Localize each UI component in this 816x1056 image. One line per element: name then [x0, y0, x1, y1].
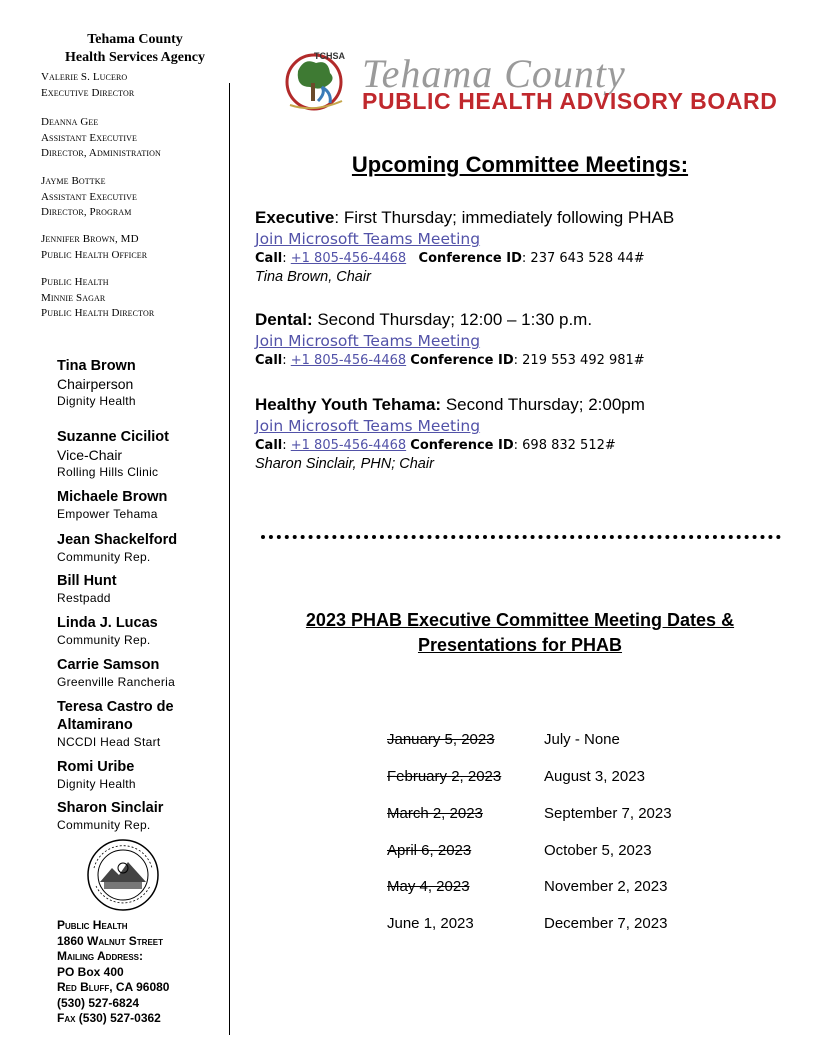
agency-name: Tehama County Health Services Agency	[65, 32, 205, 65]
meeting-date: June 1, 2023	[387, 915, 474, 932]
join-teams-link[interactable]: Join Microsoft Teams Meeting	[255, 230, 481, 248]
staff-entry: Jayme Bottke Assistant Executive Director, Program	[41, 175, 138, 218]
board-member: Sharon Sinclair Community Rep.	[57, 800, 164, 832]
board-member: Tina Brown Chairperson Dignity Health	[57, 358, 136, 408]
meeting-date: July - None	[544, 731, 620, 748]
meeting-date: September 7, 2023	[544, 805, 672, 822]
phone-link[interactable]: +1 805-456-4468	[290, 438, 407, 453]
staff-entry: Deanna Gee Assistant Executive Director, Administration	[41, 116, 161, 159]
phone-link[interactable]: +1 805-456-4468	[290, 353, 407, 368]
committee-dental: Dental: Second Thursday; 12:00 – 1:30 p.m. Join Microsoft Teams Meeting Call: +1 805-456-4468 Conference ID: 219 553 492 981#	[255, 309, 795, 370]
staff-entry: Jennifer Brown, MD Public Health Officer	[41, 233, 148, 261]
contact-address: Public Health 1860 Walnut Street Mailing Address: PO Box 400 Red Bluff, CA 96080 (530) 527-6824 Fax (530) 527-0362	[57, 918, 170, 1025]
meeting-date: November 2, 2023	[544, 878, 668, 895]
board-member: Bill Hunt Restpadd	[57, 573, 117, 605]
board-member: Michaele Brown Empower Tehama	[57, 489, 168, 521]
dates-heading: 2023 PHAB Executive Committee Meeting Dates & Presentations for PHAB	[305, 610, 735, 655]
logo-abbreviation: TCHSA	[314, 51, 345, 61]
join-teams-link[interactable]: Join Microsoft Teams Meeting	[255, 417, 481, 435]
board-member: Jean Shackelford Community Rep.	[57, 532, 178, 564]
staff-entry: Public Health Minnie Sagar Public Health Director	[41, 276, 155, 319]
meeting-date-past: May 4, 2023	[387, 878, 470, 895]
page-title: Upcoming Committee Meetings:	[351, 152, 689, 177]
staff-entry: Valerie S. Lucero Executive Director	[41, 71, 135, 99]
logo-subtitle: PUBLIC HEALTH ADVISORY BOARD	[362, 88, 778, 114]
board-member: Teresa Castro de Altamirano NCCDI Head Start	[57, 699, 174, 749]
board-member: Romi Uribe Dignity Health	[57, 759, 136, 791]
board-member: Linda J. Lucas Community Rep.	[57, 615, 158, 647]
join-teams-link[interactable]: Join Microsoft Teams Meeting	[255, 332, 481, 350]
meeting-date-past: April 6, 2023	[387, 842, 472, 859]
column-divider	[229, 83, 230, 1035]
logo-title: Tehama County	[362, 51, 626, 96]
section-divider	[261, 535, 781, 539]
committee-executive: Executive: First Thursday; immediately following PHAB Join Microsoft Teams Meeting Call: +1 805-456-4468 Conference ID: 237 643 528 44# Tina Brown, Chair	[255, 207, 795, 286]
board-member: Suzanne Ciciliot Vice-Chair Rolling Hills Clinic	[57, 429, 169, 479]
meeting-date: August 3, 2023	[544, 768, 645, 785]
board-member: Carrie Samson Greenville Rancheria	[57, 657, 176, 689]
county-seal-icon	[86, 838, 160, 912]
meeting-date: October 5, 2023	[544, 842, 652, 859]
meeting-date-past: March 2, 2023	[387, 805, 483, 822]
meeting-date-past: February 2, 2023	[387, 768, 502, 785]
committee-healthy-youth: Healthy Youth Tehama: Second Thursday; 2:00pm Join Microsoft Teams Meeting Call: +1 805-456-4468 Conference ID: 698 832 512# Sharon Sinclair, PHN; Chair	[255, 394, 795, 473]
meeting-date-past: January 5, 2023	[387, 731, 495, 748]
meeting-date: December 7, 2023	[544, 915, 668, 932]
phone-link[interactable]: +1 805-456-4468	[290, 251, 407, 266]
